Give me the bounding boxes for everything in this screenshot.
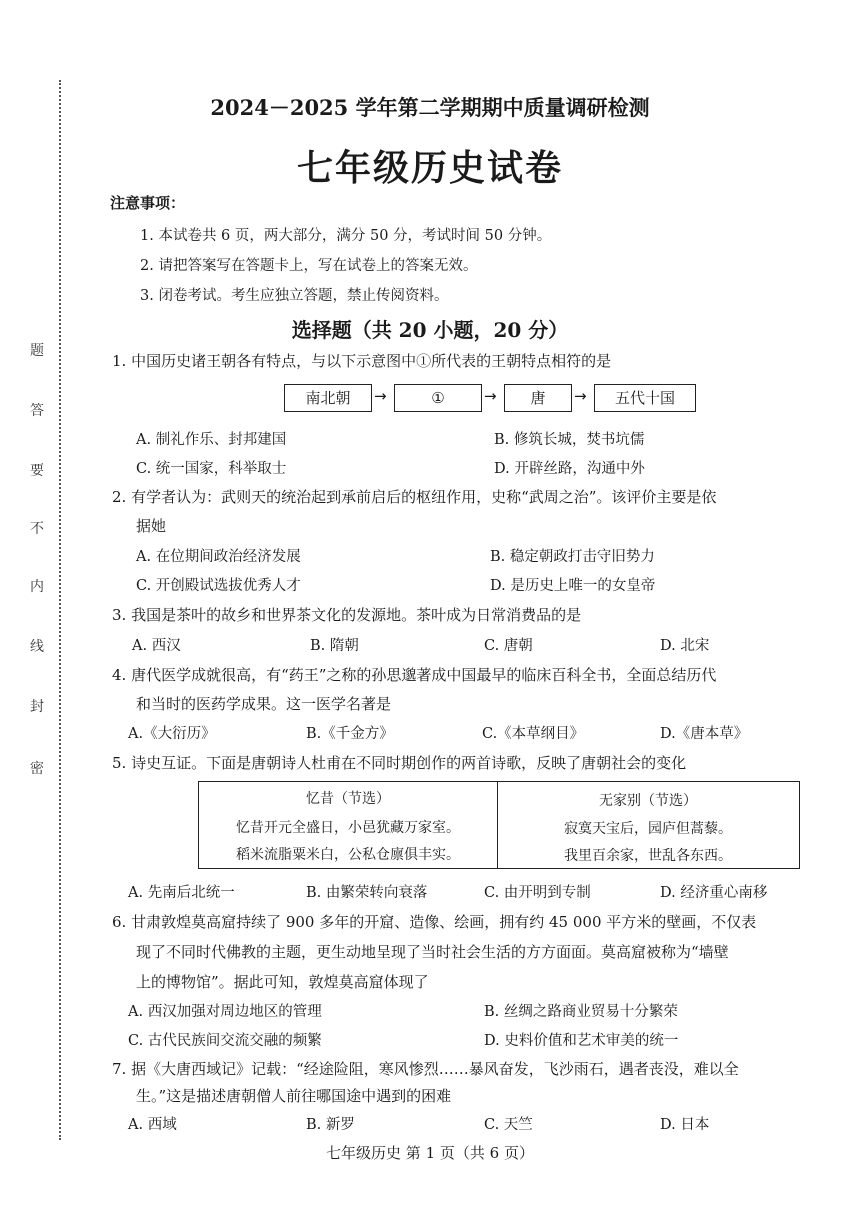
option-d: D. 史料价值和艺术审美的统一 [484,1033,679,1049]
option-d: D.《唐本草》 [660,726,749,742]
note-item: 3. 闭卷考试。考生应独立答题，禁止传阅资料。 [140,288,449,304]
poem-title: 无家别（节选） [599,793,697,809]
question-2-stem: 2. 有学者认为：武则天的统治起到承前启后的枢纽作用，史称“武周之治”。该评价主要是依 [112,488,717,506]
flow-box: 南北朝 [284,384,372,412]
question-4-stem-cont: 和当时的医药学成果。这一医学名著是 [136,695,392,713]
flow-arrow: → [374,387,387,405]
option-c: C. 古代民族间交流交融的频繁 [128,1033,322,1049]
option-a: A. 西汉加强对周边地区的管理 [128,1004,322,1020]
flow-arrow: → [574,387,587,405]
question-2-stem-cont: 据她 [136,517,167,535]
poem-line: 寂寞天宝后，园庐但蒿藜。 [564,821,732,837]
note-item: 1. 本试卷共 6 页，两大部分，满分 50 分，考试时间 50 分钟。 [140,228,552,244]
option-d: D. 开辟丝路，沟通中外 [494,461,645,477]
binding-dotted-line [59,80,61,1140]
poem-left [199,782,498,868]
binding-char: 密 [30,761,44,777]
option-b: B. 新罗 [306,1117,355,1133]
option-c: C. 唐朝 [484,638,533,654]
option-c: C. 统一国家，科举取士 [136,461,287,477]
page-footer: 七年级历史 第 1 页（共 6 页） [326,1144,534,1162]
option-d: D. 北宋 [660,638,710,654]
poem-line: 我里百余家，世乱各东西。 [564,848,732,864]
question-6-stem-cont: 上的博物馆”。据此可知，敦煌莫高窟体现了 [136,973,429,991]
option-d: D. 经济重心南移 [660,885,768,901]
flow-box: 唐 [504,384,572,412]
binding-char: 线 [30,639,44,655]
option-c: C. 天竺 [484,1117,533,1133]
option-b: B. 修筑长城，焚书坑儒 [494,432,645,448]
notes-heading: 注意事项： [110,194,186,212]
question-1-stem: 1. 中国历史诸王朝各有特点，与以下示意图中①所代表的王朝特点相符的是 [112,352,612,370]
section-title: 选择题（共 20 小题，20 分） [291,318,569,342]
option-d: D. 日本 [660,1117,710,1133]
option-b: B. 隋朝 [310,638,359,654]
binding-char: 封 [30,699,44,715]
question-6-stem-cont: 现了不同时代佛教的主题，更生动地呈现了当时社会生活的方方面面。莫高窟被称为“墙壁 [136,943,729,961]
binding-char: 要 [30,463,44,479]
binding-char: 内 [30,579,44,595]
binding-char: 题 [30,343,44,359]
question-7-stem: 7. 据《大唐西域记》记载：“经途险阻，寒风惨烈……暴风奋发，飞沙雨石，遇者丧没，难以全 [112,1060,739,1078]
option-b: B. 稳定朝政打击守旧势力 [490,549,655,565]
option-b: B. 由繁荣转向衰落 [306,885,428,901]
option-c: C. 由开明到专制 [484,885,591,901]
note-item: 2. 请把答案写在答题卡上，写在试卷上的答案无效。 [140,258,478,274]
question-7-stem-cont: 生。”这是描述唐朝僧人前往哪国途中遇到的困难 [136,1087,452,1105]
poem-table [198,781,800,869]
option-b: B.《千金方》 [306,726,394,742]
binding-char: 答 [30,403,44,419]
option-b: B. 丝绸之路商业贸易十分繁荣 [484,1004,678,1020]
poem-title: 忆昔（节选） [306,791,390,807]
question-4-stem: 4. 唐代医学成就很高，有“药王”之称的孙思邈著成中国最早的临床百科全书，全面总结历代 [112,666,717,684]
option-c: C.《本草纲目》 [482,726,585,742]
flow-box: 五代十国 [594,384,696,412]
exam-subtitle: 2024－2025 学年第二学期期中质量调研检测 [210,95,650,120]
poem-line: 稻米流脂粟米白，公私仓廪俱丰实。 [236,847,460,863]
option-a: A.《大衍历》 [128,726,216,742]
question-5-stem: 5. 诗史互证。下面是唐朝诗人杜甫在不同时期创作的两首诗歌，反映了唐朝社会的变化 [112,754,687,772]
option-d: D. 是历史上唯一的女皇帝 [490,578,656,594]
question-3-stem: 3. 我国是茶叶的故乡和世界茶文化的发源地。茶叶成为日常消费品的是 [112,606,582,624]
binding-char: 不 [30,521,44,537]
flow-arrow: → [484,387,497,405]
exam-title: 七年级历史试卷 [296,147,563,189]
option-a: A. 西域 [128,1117,177,1133]
poem-right [498,782,798,868]
option-a: A. 在位期间政治经济发展 [136,549,301,565]
option-a: A. 西汉 [132,638,181,654]
poem-line: 忆昔开元全盛日，小邑犹藏万家室。 [236,820,460,836]
option-c: C. 开创殿试选拔优秀人才 [136,578,301,594]
flow-box: ① [394,384,482,412]
question-6-stem: 6. 甘肃敦煌莫高窟持续了 900 多年的开窟、造像、绘画，拥有约 45 000 平方米的壁画，不仅表 [112,913,757,931]
option-a: A. 先南后北统一 [128,885,235,901]
option-a: A. 制礼作乐、封邦建国 [136,432,287,448]
